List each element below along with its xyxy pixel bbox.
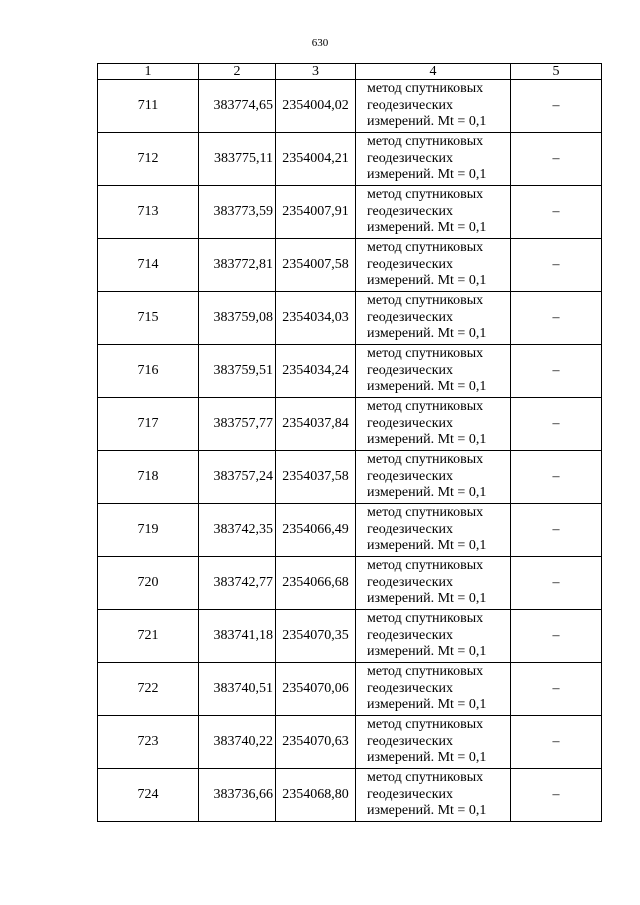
point-number-cell: 714 — [98, 239, 199, 292]
point-number-cell: 723 — [98, 716, 199, 769]
method-cell — [356, 292, 511, 345]
table-row — [98, 769, 602, 822]
coordinate-x-cell: 383742,77 — [199, 557, 276, 610]
method-line: метод спутниковых — [367, 81, 484, 97]
page-number: 630 — [311, 37, 329, 49]
table-row — [98, 292, 602, 345]
coordinate-x-cell: 383740,22 — [199, 716, 276, 769]
table-row — [98, 557, 602, 610]
method-cell — [356, 398, 511, 451]
coordinate-x-cell: 383740,51 — [199, 663, 276, 716]
method-line: геодезических — [367, 415, 454, 431]
coordinate-y-cell: 2354004,21 — [276, 133, 356, 186]
method-line: измерений. Mt = 0,1 — [367, 379, 487, 395]
table-row — [98, 186, 602, 239]
coordinate-x-cell: 383759,08 — [199, 292, 276, 345]
method-line: геодезических — [367, 574, 454, 590]
method-line: геодезических — [367, 521, 454, 537]
table-row — [98, 504, 602, 557]
method-line: измерений. Mt = 0,1 — [367, 750, 487, 766]
method-line: метод спутниковых — [367, 134, 484, 150]
point-number-cell: 717 — [98, 398, 199, 451]
point-number-cell: 718 — [98, 451, 199, 504]
method-cell — [356, 610, 511, 663]
method-line: геодезических — [367, 256, 454, 272]
note-cell: – — [511, 716, 602, 769]
method-line: метод спутниковых — [367, 664, 484, 680]
method-cell — [356, 716, 511, 769]
coordinate-x-cell: 383773,59 — [199, 186, 276, 239]
table-row — [98, 663, 602, 716]
table-row — [98, 398, 602, 451]
method-cell — [356, 345, 511, 398]
table-header-row — [98, 64, 602, 80]
method-line: измерений. Mt = 0,1 — [367, 273, 487, 289]
header-cell-3: 3 — [276, 64, 356, 80]
coordinates-table — [97, 63, 602, 822]
note-cell: – — [511, 610, 602, 663]
coordinate-x-cell: 383757,77 — [199, 398, 276, 451]
point-number-cell: 716 — [98, 345, 199, 398]
coordinate-x-cell: 383759,51 — [199, 345, 276, 398]
point-number-cell: 721 — [98, 610, 199, 663]
note-cell: – — [511, 398, 602, 451]
method-line: метод спутниковых — [367, 240, 484, 256]
method-line: измерений. Mt = 0,1 — [367, 644, 487, 660]
table-row — [98, 451, 602, 504]
coordinate-y-cell: 2354007,58 — [276, 239, 356, 292]
method-line: метод спутниковых — [367, 505, 484, 521]
method-line: измерений. Mt = 0,1 — [367, 697, 487, 713]
method-line: метод спутниковых — [367, 611, 484, 627]
note-cell: – — [511, 557, 602, 610]
method-line: геодезических — [367, 627, 454, 643]
point-number-cell: 719 — [98, 504, 199, 557]
coordinate-x-cell: 383741,18 — [199, 610, 276, 663]
table-row — [98, 80, 602, 133]
coordinate-y-cell: 2354007,91 — [276, 186, 356, 239]
method-line: метод спутниковых — [367, 346, 484, 362]
note-cell: – — [511, 239, 602, 292]
coordinate-x-cell: 383742,35 — [199, 504, 276, 557]
point-number-cell: 720 — [98, 557, 199, 610]
coordinate-y-cell: 2354004,02 — [276, 80, 356, 133]
method-cell — [356, 239, 511, 292]
coordinate-x-cell: 383772,81 — [199, 239, 276, 292]
coordinate-x-cell: 383757,24 — [199, 451, 276, 504]
method-line: измерений. Mt = 0,1 — [367, 432, 487, 448]
point-number-cell: 715 — [98, 292, 199, 345]
header-cell-1: 1 — [98, 64, 199, 80]
coordinate-y-cell: 2354037,58 — [276, 451, 356, 504]
coordinates-table-body — [98, 64, 602, 822]
coordinate-x-cell: 383774,65 — [199, 80, 276, 133]
method-line: геодезических — [367, 786, 454, 802]
method-line: геодезических — [367, 680, 454, 696]
coordinate-y-cell: 2354068,80 — [276, 769, 356, 822]
coordinate-y-cell: 2354070,35 — [276, 610, 356, 663]
note-cell: – — [511, 663, 602, 716]
point-number-cell: 713 — [98, 186, 199, 239]
method-line: метод спутниковых — [367, 452, 484, 468]
method-line: измерений. Mt = 0,1 — [367, 538, 487, 554]
method-cell — [356, 451, 511, 504]
method-line: метод спутниковых — [367, 770, 484, 786]
method-line: метод спутниковых — [367, 399, 484, 415]
point-number-cell: 712 — [98, 133, 199, 186]
method-line: метод спутниковых — [367, 187, 484, 203]
method-line: геодезических — [367, 97, 454, 113]
note-cell: – — [511, 504, 602, 557]
coordinate-y-cell: 2354070,63 — [276, 716, 356, 769]
method-line: измерений. Mt = 0,1 — [367, 220, 487, 236]
method-cell — [356, 133, 511, 186]
method-line: геодезических — [367, 203, 454, 219]
method-line: измерений. Mt = 0,1 — [367, 485, 487, 501]
note-cell: – — [511, 186, 602, 239]
method-cell — [356, 186, 511, 239]
method-line: геодезических — [367, 150, 454, 166]
method-line: метод спутниковых — [367, 558, 484, 574]
coordinate-x-cell: 383775,11 — [199, 133, 276, 186]
method-cell — [356, 769, 511, 822]
table-row — [98, 610, 602, 663]
header-cell-2: 2 — [199, 64, 276, 80]
header-cell-4: 4 — [356, 64, 511, 80]
coordinate-y-cell: 2354037,84 — [276, 398, 356, 451]
coordinate-y-cell: 2354034,03 — [276, 292, 356, 345]
method-line: измерений. Mt = 0,1 — [367, 114, 487, 130]
coordinate-y-cell: 2354066,49 — [276, 504, 356, 557]
method-line: измерений. Mt = 0,1 — [367, 591, 487, 607]
coordinate-y-cell: 2354070,06 — [276, 663, 356, 716]
coordinate-x-cell: 383736,66 — [199, 769, 276, 822]
table-row — [98, 133, 602, 186]
coordinate-y-cell: 2354034,24 — [276, 345, 356, 398]
coordinate-y-cell: 2354066,68 — [276, 557, 356, 610]
method-line: геодезических — [367, 733, 454, 749]
point-number-cell: 711 — [98, 80, 199, 133]
method-line: геодезических — [367, 309, 454, 325]
method-line: геодезических — [367, 468, 454, 484]
method-line: геодезических — [367, 362, 454, 378]
point-number-cell: 724 — [98, 769, 199, 822]
note-cell: – — [511, 133, 602, 186]
note-cell: – — [511, 345, 602, 398]
note-cell: – — [511, 769, 602, 822]
method-line: измерений. Mt = 0,1 — [367, 167, 487, 183]
header-cell-5: 5 — [511, 64, 602, 80]
method-cell — [356, 557, 511, 610]
note-cell: – — [511, 80, 602, 133]
table-row — [98, 345, 602, 398]
method-line: измерений. Mt = 0,1 — [367, 803, 487, 819]
method-line: метод спутниковых — [367, 293, 484, 309]
note-cell: – — [511, 292, 602, 345]
method-cell — [356, 663, 511, 716]
method-cell — [356, 504, 511, 557]
point-number-cell: 722 — [98, 663, 199, 716]
method-cell — [356, 80, 511, 133]
table-row — [98, 716, 602, 769]
method-line: метод спутниковых — [367, 717, 484, 733]
table-row — [98, 239, 602, 292]
method-line: измерений. Mt = 0,1 — [367, 326, 487, 342]
note-cell: – — [511, 451, 602, 504]
